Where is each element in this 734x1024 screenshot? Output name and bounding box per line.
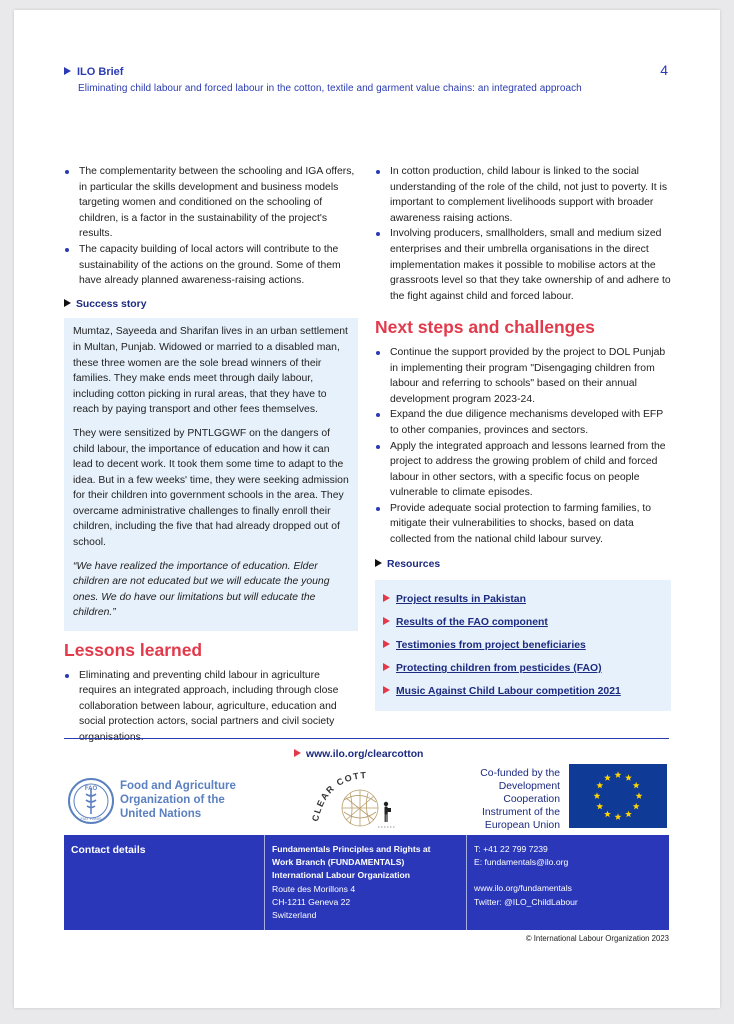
fao-logo xyxy=(66,776,246,826)
resource-link-project-results[interactable]: Project results in Pakistan xyxy=(396,594,526,606)
eu-cofunded-text xyxy=(454,767,560,832)
copyright-notice: © International Labour Organization 2023 xyxy=(525,934,669,943)
document-subtitle: Eliminating child labour and forced labour in the cotton, textile and garment value chains: an integrated approach xyxy=(78,83,582,94)
resource-item xyxy=(383,657,661,680)
next-steps-heading: Next steps and challenges xyxy=(375,317,595,338)
triangle-bullet-icon xyxy=(64,67,71,75)
fao-name xyxy=(120,779,236,821)
eu-star-icon xyxy=(636,792,643,799)
resource-link-fao-component[interactable]: Results of the FAO component xyxy=(396,617,548,629)
clearcotton-url: www.ilo.org/clearcotton xyxy=(306,749,424,760)
list-item: Eliminating and preventing child labour in agriculture requires an integrated approach, including through close collaboration between labour, agriculture, education and social protection actors, social partners and civil society xyxy=(64,668,358,746)
list-item: Expand the due diligence mechanisms developed with EFP to other companies, provinces and sectors. xyxy=(375,407,671,438)
fao-name-line: Food and Agriculture xyxy=(120,780,236,792)
eu-star-icon xyxy=(625,774,632,781)
address-line: CH-1211 Geneva 22 xyxy=(272,896,351,907)
contact-email[interactable]: E: fundamentals@ilo.org xyxy=(474,857,569,868)
cofunded-line: Co-funded by the xyxy=(480,768,560,779)
eu-star-icon xyxy=(604,774,611,781)
document-page xyxy=(14,10,720,1008)
eu-star-icon xyxy=(625,811,632,818)
resource-item xyxy=(383,634,661,657)
story-paragraph: They were sensitized by PNTLGGWF on the dangers of child labour, the importance of education and how it can lead to decent work. It took them some time to adapt to the idea. But in a few weeks' time, they were seeking admission for their children into government schools in the area. They overcame administrative challenges to finally enroll their children, including the five that had already dropped out of school. xyxy=(73,427,349,549)
brief-text: ILO Brief xyxy=(77,66,124,78)
fao-name-line: United Nations xyxy=(120,808,202,820)
triangle-bullet-icon xyxy=(383,640,390,648)
success-story-box xyxy=(64,318,358,631)
list-item: The capacity building of local actors will contribute to the sustainability of the actions on the ground. Some of them have already planned awareness-raising actions. xyxy=(64,242,358,289)
list-item: Provide adequate social protection to farming families, to mitigate their vulnerabilities to shocks, based on data collected from the national child labour survey. xyxy=(375,501,671,548)
list-item: In cotton production, child labour is linked to the social understanding of the role of the child, not just to poverty. It is important to complement livelihoods support with broader awareness raising actions. xyxy=(375,164,671,226)
fao-emblem-icon xyxy=(66,776,116,826)
resources-heading xyxy=(375,557,671,573)
contact-organization xyxy=(272,843,462,922)
fao-name-line: Organization of the xyxy=(120,794,225,806)
address-line: Switzerland xyxy=(272,910,317,921)
resource-item xyxy=(383,588,661,611)
resource-item xyxy=(383,680,661,703)
contact-website[interactable]: www.ilo.org/fundamentals xyxy=(474,883,572,894)
right-column xyxy=(375,164,671,711)
cofunded-line: Cooperation xyxy=(503,794,560,805)
contact-divider xyxy=(264,835,265,930)
contact-title: Contact details xyxy=(71,845,146,856)
right-bullet-list xyxy=(375,164,671,304)
story-paragraph: Mumtaz, Sayeeda and Sharifan lives in an urban settlement in Multan, Punjab. Widowed or married to a disabled man, these three women are the sole bread winners of their families. They make ends meet through daily labour, including cotton picking in rural areas, that they have to reach by paying transport and other fees themselves. xyxy=(73,326,348,416)
page-number: 4 xyxy=(660,62,668,78)
lessons-learned-heading: Lessons learned xyxy=(64,640,203,661)
next-steps-list xyxy=(375,345,671,548)
eu-star-icon xyxy=(604,811,611,818)
brief-label xyxy=(64,66,123,78)
list-item: Involving producers, smallholders, small and medium sized enterprises and their umbrella organisations in the direct implementation makes it possible to mobilise actors at the grassroots level so that they take ownership of and adhere to the fight against child and forced labour. xyxy=(375,226,671,304)
contact-divider xyxy=(466,835,467,930)
list-item: Continue the support provided by the project to DOL Punjab in implementing their program "Disengaging children from labour and referring to schools" based on their annual development program 2023-24. xyxy=(375,345,671,407)
resource-link-testimonies[interactable]: Testimonies from project beneficiaries xyxy=(396,640,586,652)
svg-text:FAO: FAO xyxy=(84,786,98,792)
triangle-bullet-icon xyxy=(294,749,301,757)
resource-item xyxy=(383,611,661,634)
triangle-bullet-icon xyxy=(383,594,390,602)
eu-star-icon xyxy=(633,803,640,810)
left-bullet-list xyxy=(64,164,358,289)
cofunded-line: European Union xyxy=(484,820,560,831)
contact-channels xyxy=(474,843,664,909)
cofunded-line: Development xyxy=(498,781,560,792)
svg-text:FIAT PANIS: FIAT PANIS xyxy=(80,816,102,821)
eu-flag-icon xyxy=(569,764,667,828)
eu-star-icon xyxy=(615,771,622,778)
eu-stars-icon xyxy=(569,764,667,828)
org-line: Work Branch (FUNDAMENTALS) xyxy=(272,857,405,868)
resource-link-pesticides[interactable]: Protecting children from pesticides (FAO) xyxy=(396,663,602,675)
address-line: Route des Morillons 4 xyxy=(272,883,356,894)
cofunded-line: Instrument of the xyxy=(482,807,560,818)
eu-star-icon xyxy=(615,813,622,820)
contact-details-panel xyxy=(64,835,669,930)
clear-cotton-logo xyxy=(304,768,424,838)
eu-star-icon xyxy=(633,782,640,789)
footer-divider xyxy=(64,738,669,739)
triangle-bullet-icon xyxy=(64,299,71,307)
resources-box xyxy=(375,580,671,711)
org-line: Fundamentals Principles and Rights at xyxy=(272,844,431,854)
left-column xyxy=(64,164,358,746)
triangle-bullet-icon xyxy=(375,559,382,567)
org-line: International Labour Organization xyxy=(272,870,410,881)
list-item: The complementarity between the schooling and IGA offers, in particular the skills development and business models targeting women and conditioned on the schooling of children, is a factor in the sustainability of the project's results. xyxy=(64,164,358,242)
resource-link-music-competition[interactable]: Music Against Child Labour competition 2021 xyxy=(396,686,621,698)
success-story-heading xyxy=(64,297,358,313)
success-story-title: Success story xyxy=(76,298,147,310)
contact-twitter[interactable]: Twitter: @ILO_ChildLabour xyxy=(474,896,578,907)
svg-text:CLEAR COTTON: CLEAR COTT xyxy=(310,769,368,823)
triangle-bullet-icon xyxy=(383,617,390,625)
clear-cotton-emblem-icon xyxy=(304,768,424,838)
eu-star-icon xyxy=(594,792,601,799)
triangle-bullet-icon xyxy=(383,663,390,671)
eu-star-icon xyxy=(596,782,603,789)
list-item: Apply the integrated approach and lessons learned from the project to address the growing problem of child and forced labour in other sectors, with a specific focus on people vulnerable to climate episodes. xyxy=(375,439,671,501)
resources-title: Resources xyxy=(387,558,441,570)
contact-phone: T: +41 22 799 7239 xyxy=(474,844,548,854)
eu-star-icon xyxy=(596,803,603,810)
story-quote: “We have realized the importance of education. Elder children are not educated but we will educate the young ones. We do have our limitations but will educate the children.” xyxy=(73,560,330,619)
clearcotton-link[interactable] xyxy=(294,749,423,760)
lessons-list xyxy=(64,668,358,746)
triangle-bullet-icon xyxy=(383,686,390,694)
